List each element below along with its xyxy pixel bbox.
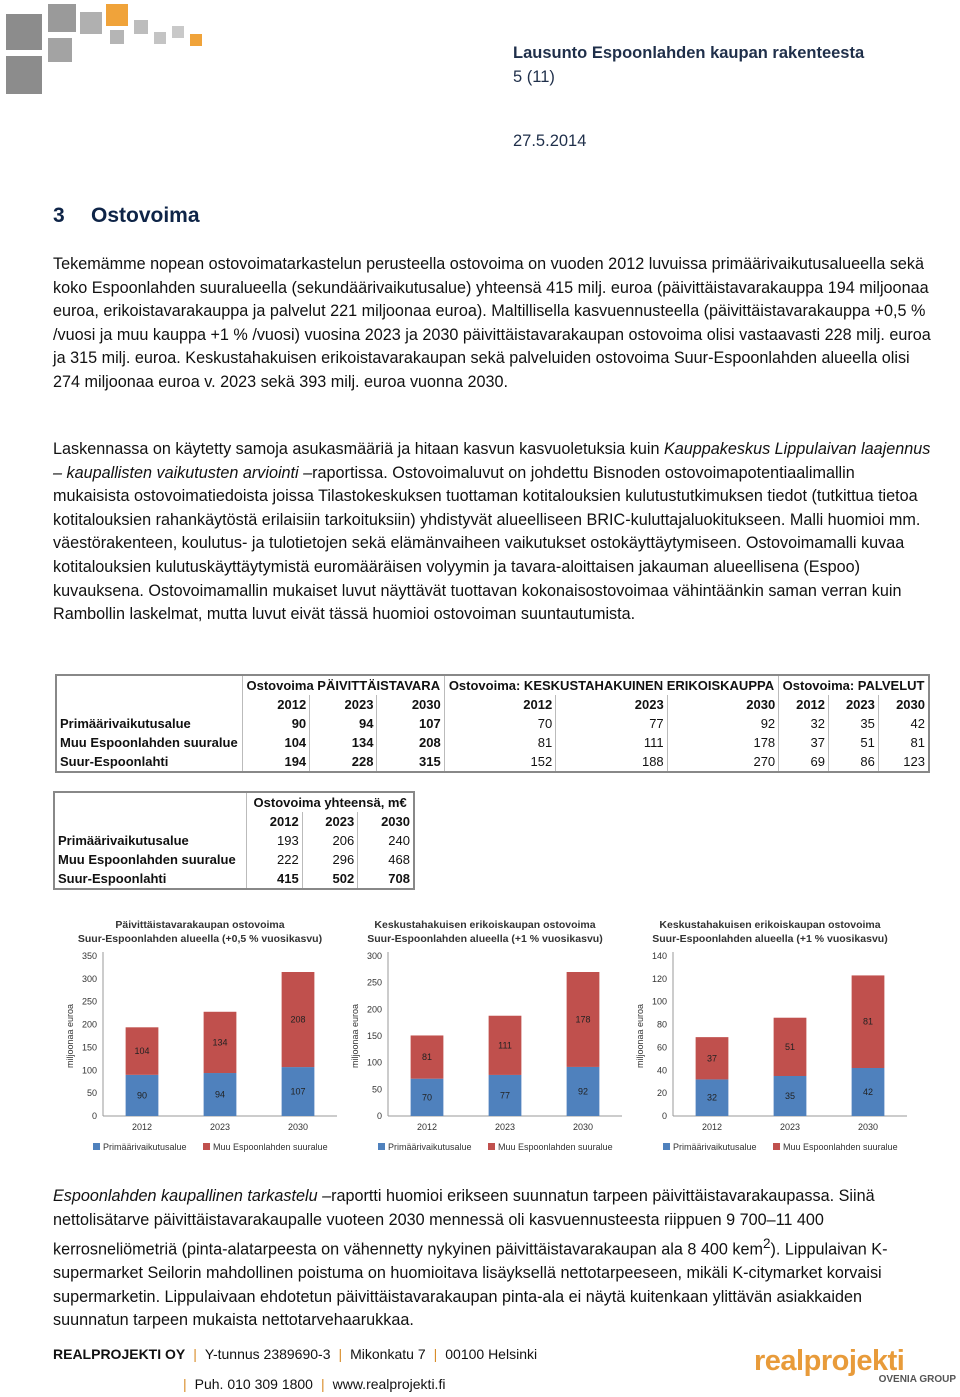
table-cell: 296 bbox=[302, 850, 357, 869]
data-label: 32 bbox=[706, 1092, 718, 1103]
legend-swatch bbox=[663, 1143, 670, 1150]
y-tick-label: 50 bbox=[371, 1084, 382, 1095]
y-tick-label: 80 bbox=[656, 1019, 667, 1030]
table-cell: 123 bbox=[878, 752, 929, 772]
y-axis-label: miljoonaa euroa bbox=[635, 1003, 645, 1069]
table-cell: 228 bbox=[310, 752, 377, 772]
legend-swatch bbox=[378, 1143, 385, 1150]
legend-swatch bbox=[203, 1143, 210, 1150]
year-header: 2030 bbox=[878, 695, 929, 714]
table-cell: 134 bbox=[310, 733, 377, 752]
y-tick-label: 250 bbox=[81, 996, 97, 1007]
data-label: 35 bbox=[784, 1091, 796, 1101]
year-header: 2023 bbox=[829, 695, 879, 714]
table-cell: 86 bbox=[829, 752, 879, 772]
legend-label: Muu Espoonlahden suuralue bbox=[213, 1142, 328, 1152]
page-number: 5 (11) bbox=[513, 68, 555, 86]
table-cell: 708 bbox=[358, 869, 414, 889]
y-tick-label: 60 bbox=[656, 1042, 667, 1053]
purchasing-power-table bbox=[55, 674, 930, 773]
table-cell: 90 bbox=[242, 714, 309, 733]
table-cell: 81 bbox=[878, 733, 929, 752]
y-tick-label: 100 bbox=[366, 1057, 382, 1068]
data-label: 81 bbox=[421, 1052, 433, 1063]
y-tick-label: 0 bbox=[91, 1111, 97, 1121]
row-label: Muu Espoonlahden suuralue bbox=[58, 852, 236, 867]
table-cell: 104 bbox=[242, 733, 309, 752]
y-axis-label: miljoonaa euroa bbox=[65, 1003, 75, 1069]
document-date: 27.5.2014 bbox=[513, 132, 587, 150]
legend-label: Primäärivaikutusalue bbox=[673, 1142, 757, 1152]
data-label: 107 bbox=[290, 1086, 306, 1097]
row-label: Suur-Espoonlahti bbox=[58, 871, 167, 886]
y-tick-label: 200 bbox=[81, 1019, 97, 1030]
table-row bbox=[56, 752, 929, 772]
x-tick-label: 2030 bbox=[572, 1122, 594, 1132]
footer-web-link[interactable]: www.realprojekti.fi bbox=[332, 1376, 446, 1392]
x-tick-label: 2030 bbox=[287, 1122, 309, 1132]
legend-label: Primäärivaikutusalue bbox=[388, 1142, 472, 1152]
paragraph-text: ). Lippulaivan K-supermarket Seilorin mahdollinen poistuma on huomioitava lisäyksellä nettotarpeeseen, mikäli K-citymarket korvaisi supermarketin. Lippulaivaan ehdotetun päivittäistavarakaupan pinta-ala ei näytä kuitenkaan ylittävän asiakkaiden suunnatun tarpeen mukaista nettotarvehaarukkaa. bbox=[53, 1240, 888, 1330]
total-purchasing-power-table bbox=[53, 791, 415, 890]
year-header: 2023 bbox=[302, 812, 357, 831]
paragraph-text: raportissa. Ostovoimaluvut on johdettu Bisnoden ostovoimapotentiaalimallin mukaisista ostovoimatiedoista joissa Tilastokeskuksen tuottaman kotitalouksien kulutustutkimuksen tiedot (tutkittua tietoa kotitalouksien rahankäytöstä erilaisiin tarkoituksiin) yhdistyvät alueelliseen BRIC-kuluttajaluokitukseen. Malli huomioi mm. väestörakenteen, koulutus- ja tulotietojen sekä elämänvaiheen vaikutukset ostokäyttäytymiseen. Ostovoimamalli kuvaa kotitalouksien kulutuskäyttäytymistä euromääräisen volyymin ja tavara-aloittaisen jakauman alueellisena (Espoo) kuvauksena. Ostovoimamallin mukaiset luvut näyttävät tuottavan kokonaisostovoimaa vähintäänkin saman verran kuin Rambollin laskelmat, mutta luvut eivät tässä huomioi ostovoiman suuntautumista. bbox=[53, 463, 921, 624]
table-cell: 35 bbox=[829, 714, 879, 733]
table-group-header: Ostovoima: KESKUSTAHAKUINEN ERIKOISKAUPPA bbox=[444, 675, 778, 695]
table-cell: 42 bbox=[878, 714, 929, 733]
table-corner bbox=[54, 812, 247, 831]
y-tick-label: 140 bbox=[651, 951, 667, 961]
table-row bbox=[54, 850, 414, 869]
table-cell: 315 bbox=[377, 752, 444, 772]
year-header: 2030 bbox=[358, 812, 414, 831]
table-group-header: Ostovoima PÄIVITTÄISTAVARA bbox=[242, 675, 444, 695]
y-tick-label: 250 bbox=[366, 977, 382, 988]
row-label: Primäärivaikutusalue bbox=[60, 716, 191, 731]
table-cell: 77 bbox=[556, 714, 667, 733]
report-reference: Espoonlahden kaupallinen tarkastelu – bbox=[53, 1187, 332, 1205]
footer-line-2 bbox=[183, 1376, 445, 1392]
year-header: 2030 bbox=[667, 695, 779, 714]
table-row bbox=[56, 733, 929, 752]
table-cell: 206 bbox=[302, 831, 357, 850]
y-tick-label: 50 bbox=[86, 1088, 97, 1099]
data-label: 134 bbox=[212, 1037, 228, 1048]
chart-services bbox=[625, 910, 915, 1160]
x-tick-label: 2012 bbox=[131, 1122, 153, 1132]
y-tick-label: 100 bbox=[81, 1065, 97, 1076]
x-tick-label: 2012 bbox=[416, 1122, 438, 1132]
table-row bbox=[54, 831, 414, 850]
table-cell: 69 bbox=[779, 752, 829, 772]
table-group-header: Ostovoima: PALVELUT bbox=[779, 675, 929, 695]
footer-separator: | bbox=[433, 1346, 438, 1362]
table-corner bbox=[56, 695, 242, 714]
table-row bbox=[56, 714, 929, 733]
data-label: 92 bbox=[577, 1086, 589, 1097]
footer-ytunnus: Y-tunnus 2389690-3 bbox=[204, 1346, 331, 1362]
table-cell: 188 bbox=[556, 752, 667, 772]
data-label: 42 bbox=[862, 1087, 874, 1097]
y-tick-label: 350 bbox=[81, 951, 97, 961]
paragraph-text: Laskennassa on käytetty samoja asukasmääriä ja hitaan kasvun kasvuoletuksia kuin bbox=[53, 440, 664, 458]
y-tick-label: 300 bbox=[81, 973, 97, 984]
x-tick-label: 2023 bbox=[209, 1122, 231, 1132]
year-header: 2012 bbox=[444, 695, 555, 714]
table-cell: 240 bbox=[358, 831, 414, 850]
chart-subtitle: Suur-Espoonlahden alueella (+0,5 % vuosikasvu) bbox=[77, 933, 323, 945]
table-cell: 107 bbox=[377, 714, 444, 733]
table-cell: 415 bbox=[247, 869, 302, 889]
y-tick-label: 200 bbox=[366, 1004, 382, 1015]
footer-separator: | bbox=[193, 1346, 197, 1362]
data-label: 37 bbox=[706, 1053, 718, 1064]
table-cell: 208 bbox=[377, 733, 444, 752]
footer-address: Mikonkatu 7 bbox=[350, 1346, 426, 1362]
data-label: 94 bbox=[214, 1089, 226, 1100]
y-tick-label: 120 bbox=[651, 973, 667, 984]
legend-swatch bbox=[773, 1143, 780, 1150]
data-label: 208 bbox=[290, 1014, 306, 1025]
chart-daily-goods bbox=[55, 910, 345, 1160]
table-cell: 194 bbox=[242, 752, 309, 772]
paragraph-text: raportti huomioi erikseen suunnatun tarpeen päivittäistavarakaupassa. Siinä nettolisätarve päivittäistavarakaupalle vuoteen 2030 mennessä oli kasvuennusteesta riippuen 9 700–11 400 kerrosneliömetriä (pinta-alatarpeesta on vähennetty nykyinen päivittäistavarakaupan ala 8 400 kem bbox=[53, 1187, 875, 1259]
year-header: 2030 bbox=[377, 695, 444, 714]
table-cell: 51 bbox=[829, 733, 879, 752]
legend-label: Muu Espoonlahden suuralue bbox=[498, 1142, 613, 1152]
footer-separator: | bbox=[183, 1376, 187, 1392]
y-tick-label: 0 bbox=[661, 1111, 667, 1121]
table-cell: 152 bbox=[444, 752, 555, 772]
paragraph-tarkastelu bbox=[53, 1185, 933, 1333]
data-label: 70 bbox=[421, 1092, 433, 1103]
paragraph-laskenta bbox=[53, 438, 933, 627]
footer-line-1 bbox=[53, 1346, 537, 1362]
year-header: 2012 bbox=[247, 812, 302, 831]
realprojekti-logo bbox=[750, 1344, 960, 1384]
table-cell: 111 bbox=[556, 733, 667, 752]
section-heading bbox=[53, 204, 200, 228]
data-label: 51 bbox=[784, 1041, 796, 1052]
row-label: Suur-Espoonlahti bbox=[60, 754, 169, 769]
y-axis-label: miljoonaa euroa bbox=[350, 1003, 360, 1069]
y-tick-label: 20 bbox=[656, 1088, 667, 1099]
table-cell: 270 bbox=[667, 752, 779, 772]
logo-text: realprojekti bbox=[754, 1345, 905, 1377]
chart-subtitle: Suur-Espoonlahden alueella (+1 % vuosikasvu) bbox=[652, 933, 888, 945]
data-label: 104 bbox=[134, 1046, 150, 1057]
y-tick-label: 40 bbox=[656, 1065, 667, 1076]
y-tick-label: 150 bbox=[366, 1031, 382, 1041]
table-cell: 81 bbox=[444, 733, 555, 752]
chart-specialty-retail bbox=[340, 910, 630, 1160]
chart-title: Päivittäistavarakaupan ostovoima bbox=[115, 919, 285, 931]
footer-company: REALPROJEKTI OY bbox=[53, 1346, 186, 1362]
data-label: 111 bbox=[498, 1040, 512, 1051]
x-tick-label: 2012 bbox=[701, 1122, 723, 1132]
year-header: 2023 bbox=[310, 695, 377, 714]
data-label: 81 bbox=[862, 1016, 874, 1027]
section-title: Ostovoima bbox=[91, 204, 200, 227]
row-label: Primäärivaikutusalue bbox=[58, 833, 189, 848]
footer-separator: | bbox=[320, 1376, 325, 1392]
company-logo-squares bbox=[6, 4, 206, 96]
table-cell: 94 bbox=[310, 714, 377, 733]
legend-swatch bbox=[93, 1143, 100, 1150]
legend-label: Muu Espoonlahden suuralue bbox=[783, 1142, 898, 1152]
table-corner bbox=[56, 675, 242, 695]
chart-title: Keskustahakuisen erikoiskaupan ostovoima bbox=[374, 919, 596, 931]
data-label: 77 bbox=[499, 1090, 511, 1101]
data-label: 90 bbox=[136, 1090, 148, 1101]
year-header: 2023 bbox=[556, 695, 667, 714]
y-tick-label: 150 bbox=[81, 1042, 97, 1053]
row-label: Muu Espoonlahden suuralue bbox=[60, 735, 238, 750]
table-cell: 70 bbox=[444, 714, 555, 733]
year-header: 2012 bbox=[242, 695, 309, 714]
paragraph-ostovoima: Tekemämme nopean ostovoimatarkastelun perusteella ostovoima on vuoden 2012 luvuissa primäärivaikutusalueella sekä koko Espoonlahden suuralueella (sekundäärivaikutusalue) yhteensä 415 milj. euroa (päivittäistavarakauppa 194 miljoonaa euroa, erikoistavarakauppa ja palvelut 221 miljoonaa euroa). Maltillisella kasvuennusteella (päivittäistavarakauppa +0,5 % /vuosi ja muu kauppa +1 % /vuosi) vuosina 2023 ja 2030 päivittäistavarakaupan ostovoima olisi vastaavasti 228 milj. euroa ja 315 milj. euroa. Keskustahakuisen erikoistavarakaupan sekä palveluiden ostovoima Suur-Espoonlahden alueella olisi 274 miljoonaa euroa v. 2023 sekä 393 milj. euroa vuonna 2030. bbox=[53, 255, 931, 391]
year-header: 2012 bbox=[779, 695, 829, 714]
y-tick-label: 0 bbox=[376, 1111, 382, 1121]
logo-subtext: OVENIA GROUP bbox=[878, 1374, 956, 1384]
chart-subtitle: Suur-Espoonlahden alueella (+1 % vuosikasvu) bbox=[367, 933, 603, 945]
superscript: 2 bbox=[762, 1236, 771, 1252]
table-cell: 37 bbox=[779, 733, 829, 752]
table-cell: 32 bbox=[779, 714, 829, 733]
section-number: 3 bbox=[53, 204, 65, 227]
y-tick-label: 100 bbox=[651, 996, 667, 1007]
y-tick-label: 300 bbox=[366, 951, 382, 961]
table-cell: 502 bbox=[302, 869, 357, 889]
report-reference: Kauppakeskus Lippulaivan laajennus – kaupallisten vaikutusten arviointi – bbox=[53, 440, 931, 482]
table-corner bbox=[54, 792, 247, 812]
legend-swatch bbox=[488, 1143, 495, 1150]
x-tick-label: 2023 bbox=[494, 1122, 516, 1132]
table-cell: 92 bbox=[667, 714, 779, 733]
x-tick-label: 2023 bbox=[779, 1122, 801, 1132]
table-group-header: Ostovoima yhteensä, m€ bbox=[247, 792, 414, 812]
table-row bbox=[54, 869, 414, 889]
legend-label: Primäärivaikutusalue bbox=[103, 1142, 187, 1152]
data-label: 178 bbox=[575, 1014, 591, 1025]
table-cell: 178 bbox=[667, 733, 779, 752]
chart-title: Keskustahakuisen erikoiskaupan ostovoima bbox=[659, 919, 881, 931]
table-cell: 468 bbox=[358, 850, 414, 869]
table-cell: 193 bbox=[247, 831, 302, 850]
x-tick-label: 2030 bbox=[857, 1122, 879, 1132]
footer-city: 00100 Helsinki bbox=[445, 1346, 538, 1362]
footer-separator: | bbox=[338, 1346, 343, 1362]
footer-phone: Puh. 010 309 1800 bbox=[194, 1376, 313, 1392]
table-cell: 222 bbox=[247, 850, 302, 869]
document-title: Lausunto Espoonlahden kaupan rakenteesta bbox=[513, 44, 865, 62]
